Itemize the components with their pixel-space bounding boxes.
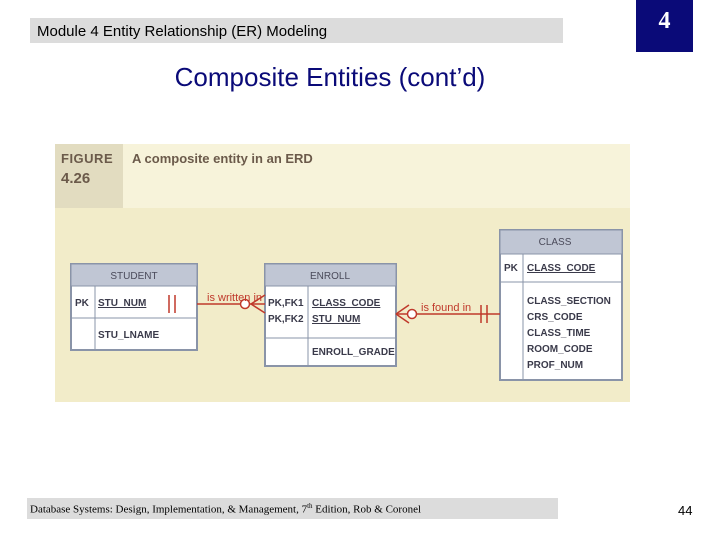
header-title: Module 4 Entity Relationship (ER) Modeling [37, 23, 328, 40]
figure-label: FIGURE [61, 151, 114, 166]
enroll-key-attr-2: STU_NUM [312, 314, 361, 325]
student-name: STUDENT [110, 271, 158, 282]
enroll-pk-label-1: PK,FK1 [268, 298, 304, 309]
class-attr: CLASS_SECTION [527, 296, 611, 307]
class-attr: CLASS_TIME [527, 328, 591, 339]
entity-student [71, 264, 197, 350]
class-attr: CRS_CODE [527, 312, 583, 323]
enroll-attr: ENROLL_GRADE [312, 347, 395, 358]
footer-citation [30, 502, 421, 516]
student-key-attr: STU_NUM [98, 298, 147, 309]
entity-enroll [265, 264, 396, 366]
student-pk-label: PK [75, 298, 89, 309]
enroll-key-attr-1: CLASS_CODE [312, 298, 381, 309]
citation-main: Database Systems: Design, Implementation, & Management, 7 [30, 503, 308, 516]
entity-class [500, 230, 622, 380]
class-key-attr: CLASS_CODE [527, 263, 596, 274]
figure-caption: A composite entity in an ERD [132, 151, 313, 166]
module-number: 4 [658, 8, 671, 34]
relationship-label-is-found-in: is found in [421, 302, 472, 314]
class-attr: PROF_NUM [527, 360, 584, 371]
page-number: 44 [678, 503, 693, 518]
citation-tail: Edition, Rob & Coronel [312, 503, 422, 516]
class-attr: ROOM_CODE [527, 344, 593, 355]
erd-diagram [55, 144, 630, 402]
class-pk-label: PK [504, 263, 518, 274]
figure-number: 4.26 [61, 170, 91, 187]
citation-superscript: th [307, 502, 313, 510]
enroll-pk-label-2: PK,FK2 [268, 314, 304, 325]
relationship-label-is-written-in: is written in [207, 292, 263, 304]
module-badge [636, 0, 693, 52]
enroll-name: ENROLL [309, 271, 351, 282]
student-attr: STU_LNAME [98, 330, 160, 341]
relationship-enroll-class [396, 302, 500, 323]
figure-panel [55, 144, 630, 402]
class-name: CLASS [538, 237, 572, 248]
slide-title: Composite Entities (cont’d) [174, 62, 486, 92]
